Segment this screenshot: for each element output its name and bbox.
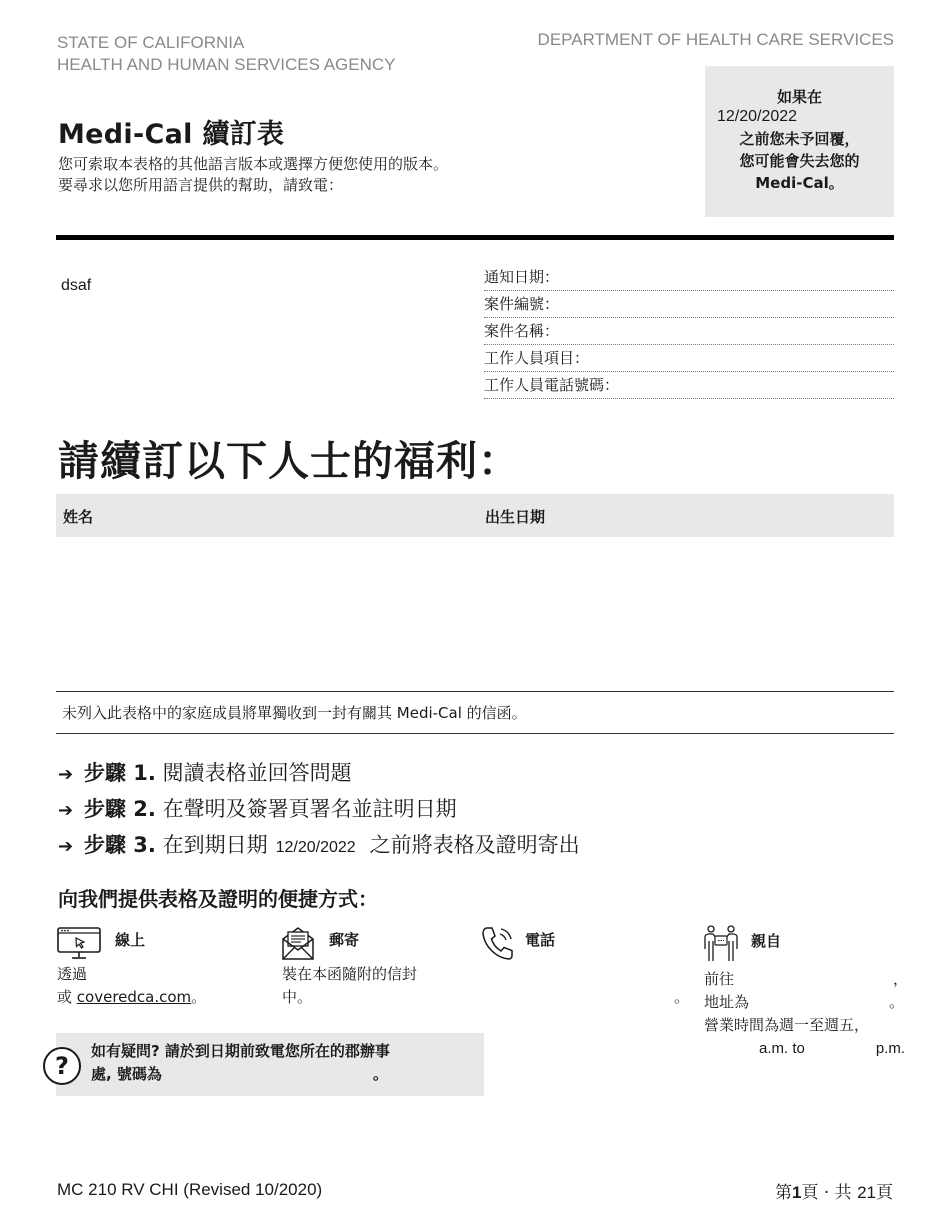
online-prefix: 或: [57, 988, 73, 1006]
form-subtitle: [58, 154, 448, 196]
phone-icon: [481, 925, 515, 965]
header-divider: [56, 235, 894, 240]
department-name: DEPARTMENT OF HEALTH CARE SERVICES: [537, 30, 894, 49]
step-1-label: 步驟 1.: [84, 761, 156, 785]
phone-method-title: 電話: [525, 931, 556, 949]
coveredca-link[interactable]: coveredca.com: [76, 988, 192, 1006]
page-prefix: 第: [774, 1183, 792, 1203]
questions-period: 。: [373, 1065, 389, 1083]
agency-header: [57, 32, 396, 76]
worker-phone-field: 工作人員電話號碼：: [484, 372, 894, 399]
deadline-notice-box: [705, 66, 894, 217]
questions-line-1: 如有疑問? 請於到日期前致電您所在的郡辦事: [91, 1042, 390, 1060]
in-person-comma: ，: [892, 970, 908, 988]
step-3-text-before: 在到期日期: [162, 833, 268, 857]
subtitle-line-1: 您可索取本表格的其他語言版本或選擇方便您使用的版本。: [58, 155, 449, 173]
members-note: 未列入此表格中的家庭成員將單獨收到一封有關其 Medi-Cal 的信函。: [56, 691, 894, 734]
people-icon: [703, 925, 739, 967]
mail-line-1: 裝在本函隨附的信封: [282, 965, 418, 983]
step-3-date: 12/20/2022: [275, 839, 356, 856]
phone-period: 。: [674, 988, 690, 1006]
deadline-line-3: 您可能會失去您的: [739, 152, 860, 170]
page-number: 1: [791, 1183, 802, 1202]
step-3: [58, 829, 580, 859]
worker-item-field: 工作人員項目：: [484, 345, 894, 372]
mail-method-title: 郵寄: [329, 931, 360, 949]
agency-line-2: HEALTH AND HUMAN SERVICES AGENCY: [57, 55, 396, 74]
case-number-field: 案件編號：: [484, 291, 894, 318]
in-person-period: 。: [888, 993, 904, 1011]
notice-info-fields: [484, 264, 894, 399]
mail-method-text: [282, 963, 417, 1009]
mail-line-2: 中。: [282, 988, 313, 1006]
in-person-line-2: [704, 991, 908, 1014]
form-title: Medi-Cal 續訂表: [58, 119, 285, 150]
step-2: [58, 793, 457, 823]
agency-line-1: STATE OF CALIFORNIA: [57, 33, 245, 52]
renew-heading: 請續訂以下人士的福利：: [58, 437, 520, 485]
step-3-label: 步驟 3.: [84, 833, 156, 857]
online-method-title: 線上: [115, 931, 146, 949]
step-3-text-after: 之前將表格及證明寄出: [369, 833, 580, 857]
ways-heading: 向我們提供表格及證明的便捷方式：: [58, 887, 378, 911]
recipient-name: dsaf: [61, 277, 92, 294]
questions-line-2: [91, 1063, 471, 1086]
deadline-date: 12/20/2022: [717, 108, 798, 125]
members-table-header: [56, 494, 894, 537]
questions-number-label: 處, 號碼為: [91, 1065, 162, 1083]
step-1-text: 閱讀表格並回答問題: [162, 761, 352, 785]
in-person-address-label: 地址為: [704, 993, 750, 1011]
step-2-label: 步驟 2.: [84, 797, 156, 821]
in-person-am: a.m. to: [759, 1040, 805, 1057]
computer-icon: [57, 927, 103, 965]
online-line-1: 透過: [57, 965, 88, 983]
in-person-method-text: [704, 968, 908, 1060]
in-person-time: [704, 1037, 908, 1060]
in-person-go-to: 前往: [704, 970, 735, 988]
in-person-line-1: [704, 968, 908, 991]
in-person-hours: 營業時間為週一至週五，: [704, 1016, 870, 1034]
column-name: 姓名: [63, 508, 94, 526]
in-person-method-title: 親自: [751, 932, 782, 950]
page-mid: 頁 · 共: [801, 1183, 852, 1203]
notice-date-field: 通知日期：: [484, 264, 894, 291]
online-method-text: [57, 963, 206, 1009]
page-suffix: 頁: [876, 1183, 893, 1203]
page-total: 21: [857, 1183, 876, 1202]
arrow-right-icon: ➔: [58, 836, 74, 857]
form-id: MC 210 RV CHI (Revised 10/2020): [57, 1180, 323, 1199]
case-name-field: 案件名稱：: [484, 318, 894, 345]
envelope-icon: [281, 925, 315, 965]
subtitle-line-2: 要尋求以您所用語言提供的幫助，請致電：: [58, 176, 344, 194]
arrow-right-icon: ➔: [58, 800, 74, 821]
online-suffix: 。: [191, 988, 207, 1006]
deadline-line-1: 如果在: [776, 88, 822, 106]
questions-text: [91, 1040, 471, 1086]
online-line-2: [57, 986, 206, 1009]
deadline-line-2: 之前您未予回覆，: [739, 130, 860, 148]
column-date-of-birth: 出生日期: [485, 508, 546, 526]
question-mark-icon: ?: [43, 1047, 81, 1085]
page-indicator: [775, 1178, 893, 1203]
step-1: [58, 757, 352, 787]
step-2-text: 在聲明及簽署頁署名並註明日期: [162, 797, 457, 821]
arrow-right-icon: ➔: [58, 764, 74, 785]
in-person-pm: p.m.: [875, 1040, 905, 1057]
deadline-line-4: Medi-Cal。: [755, 174, 844, 192]
